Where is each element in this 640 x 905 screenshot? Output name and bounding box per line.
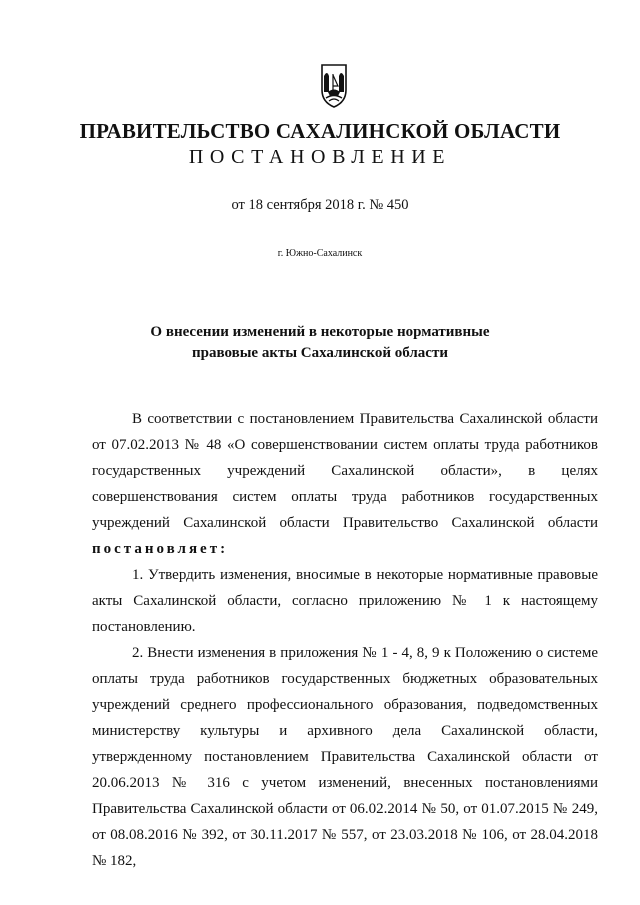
title-line-1: О внесении изменений в некоторые нормативные: [150, 324, 490, 340]
preamble-paragraph: [92, 406, 598, 562]
resolves-keyword: постановляет:: [92, 541, 229, 557]
document-date-number: от 18 сентября 2018 г. № 450: [231, 197, 409, 213]
document-body: [92, 406, 598, 874]
organization-name: ПРАВИТЕЛЬСТВО САХАЛИНСКОЙ ОБЛАСТИ: [79, 119, 561, 143]
item-1-paragraph: 1. Утвердить изменения, вносимые в некоторые нормативные правовые акты Сахалинской области, согласно приложению № 1 к настоящему постановлению.: [92, 567, 598, 635]
preamble-text: В соответствии с постановлением Правительства Сахалинской области от 07.02.2013 № 48 «О совершенствовании систем оплаты труда работников государственных учреждений Сахалинской области», в целях совершенствования систем оплаты труда работников государственных учреждений Сахалинской области Правительство Сахалинской области: [92, 411, 598, 531]
title-line-2: правовые акты Сахалинской области: [192, 345, 448, 361]
city-name: г. Южно-Сахалинск: [277, 248, 363, 259]
document-type: ПОСТАНОВЛЕНИЕ: [188, 146, 452, 168]
coat-of-arms-emblem: [320, 62, 348, 108]
item-2-paragraph: 2. Внести изменения в приложения № 1 - 4, 8, 9 к Положению о системе оплаты труда работников государственных бюджетных образовательных учреждений среднего профессионального образования, подведомственных министерству культуры и архивного дела Сахалинской области, утвержденному постановлением Правительства Сахалинской области от 20.06.2013 № 316 с учетом изменений, внесенных постановлениями Правительства Сахалинской области от 06.02.2014 № 50, от 01.07.2015 № 249, от 08.08.2016 № 392, от 30.11.2017 № 557, от 23.03.2018 № 106, от 28.04.2018 № 182,: [92, 645, 598, 869]
document-title: [0, 322, 640, 364]
